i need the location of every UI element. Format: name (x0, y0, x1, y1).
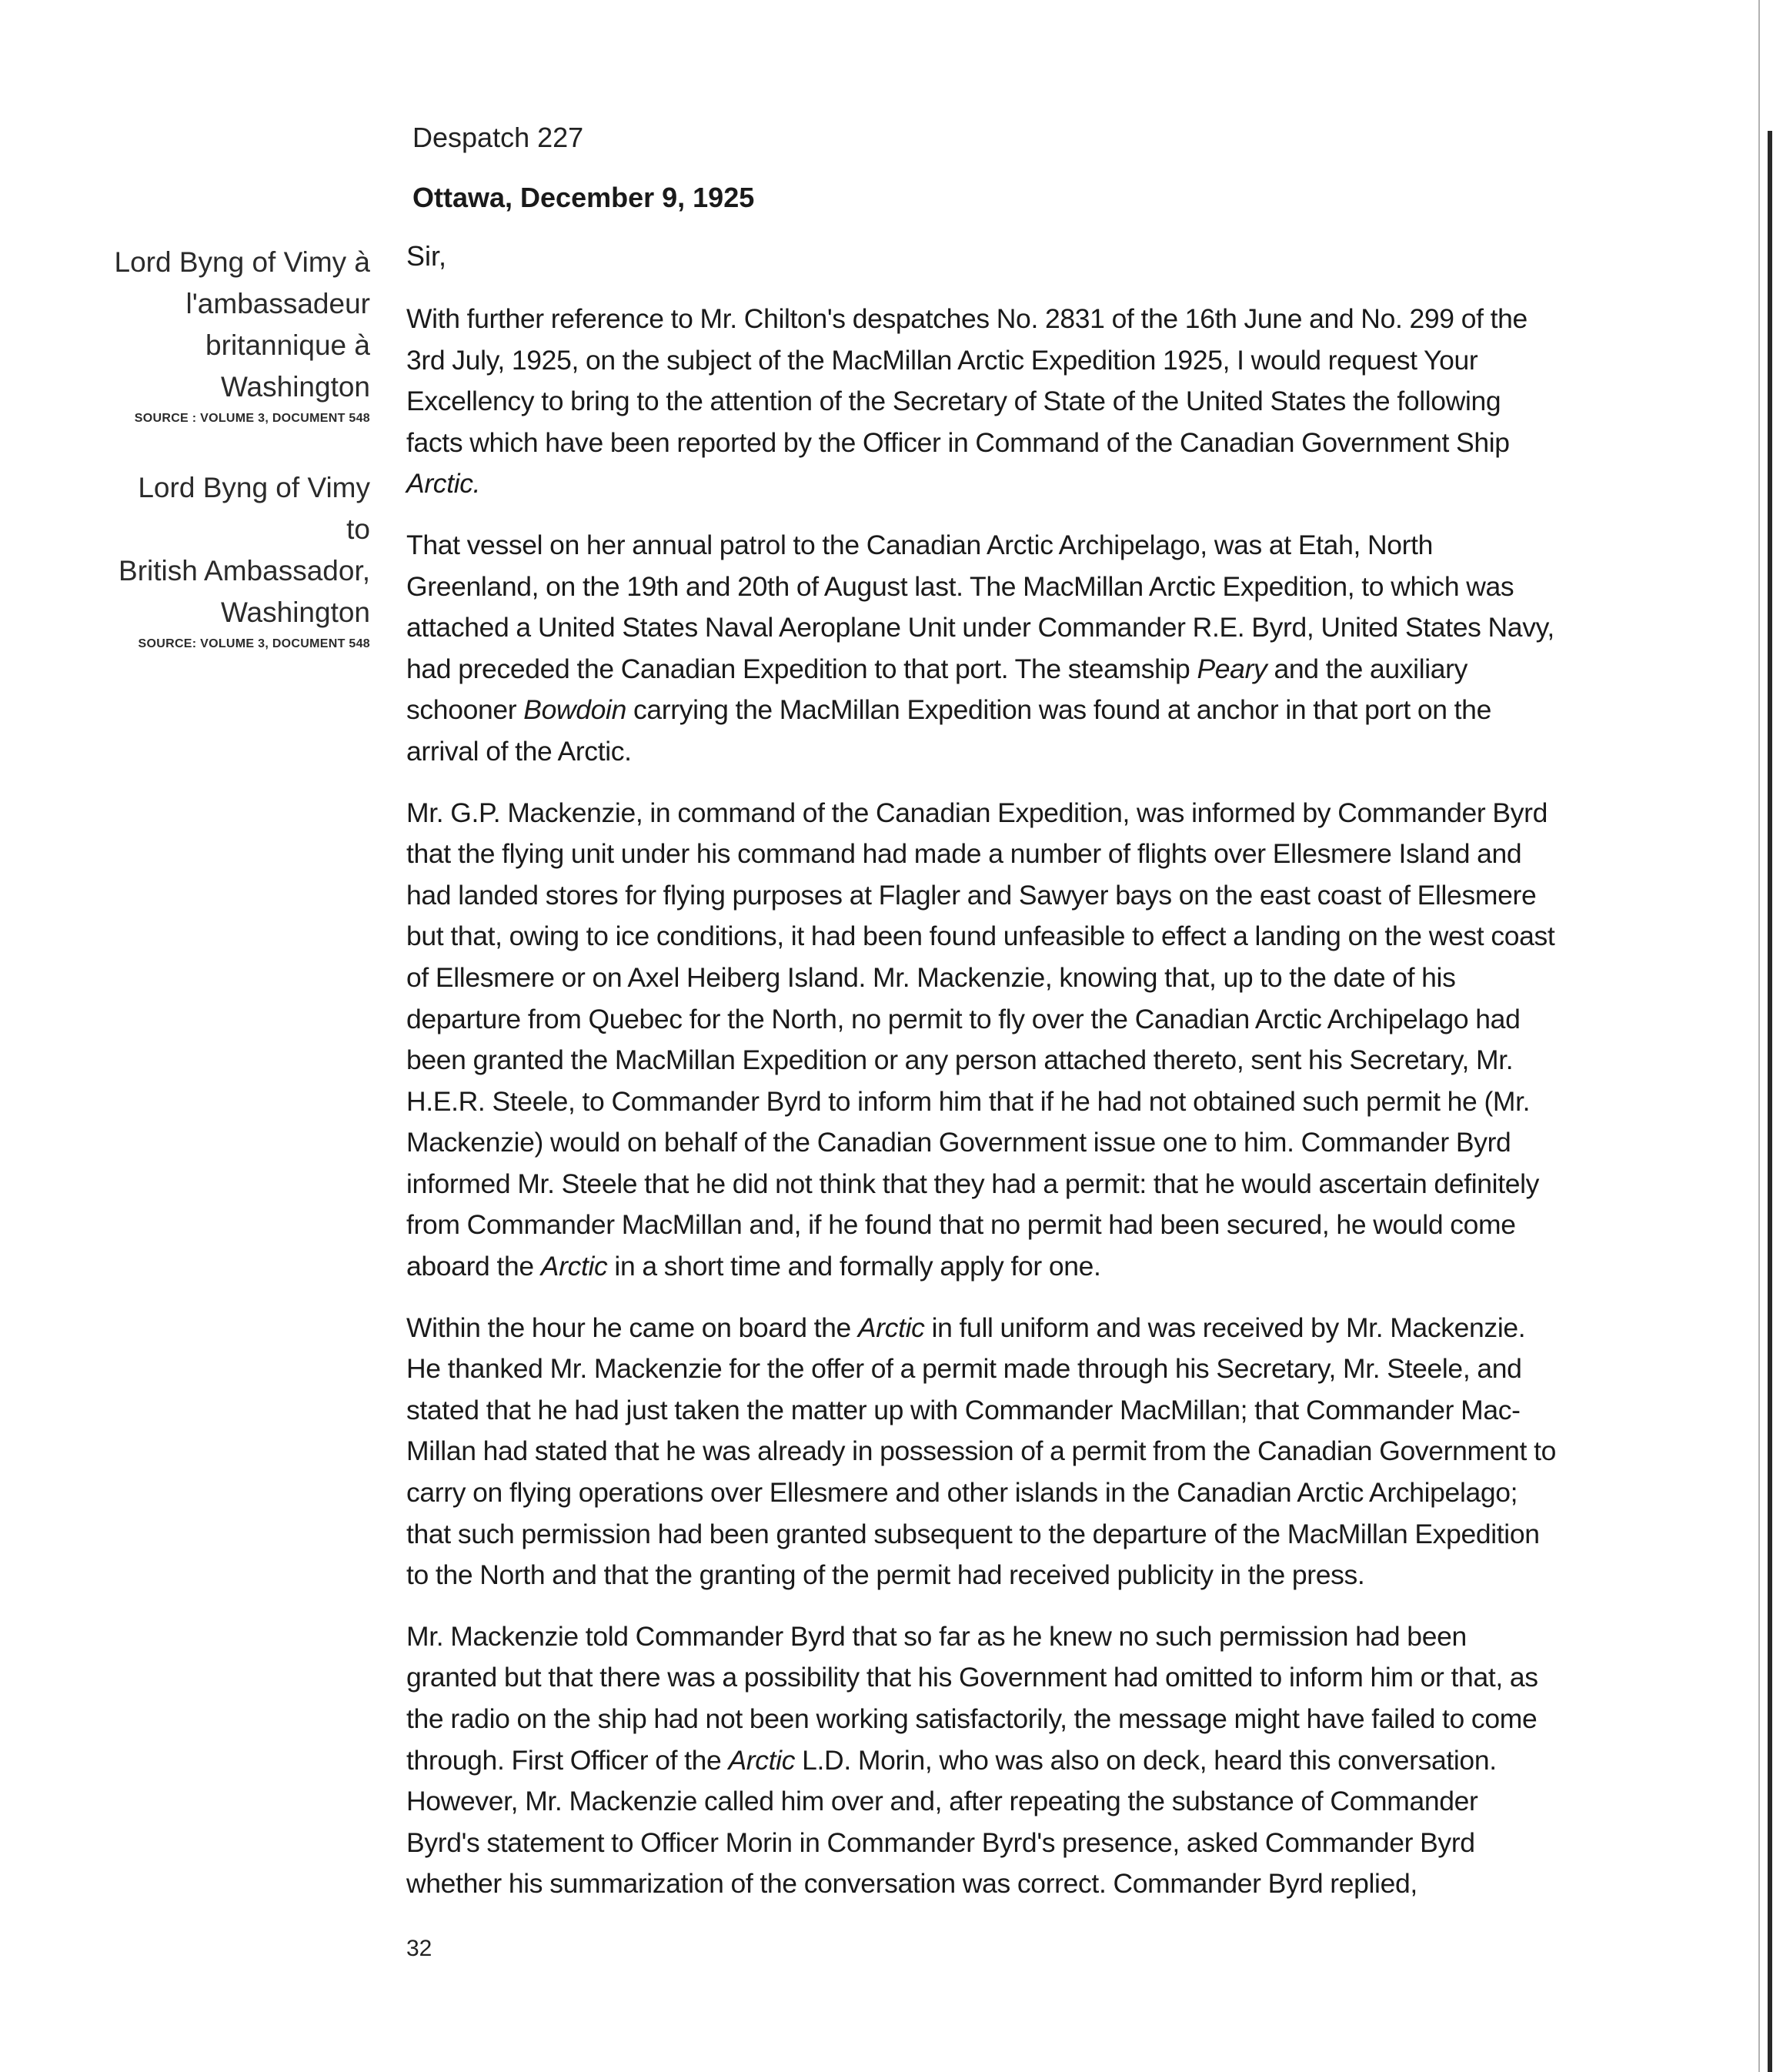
margin-note-title-line: l'ambassadeur (185, 288, 370, 319)
margin-note-title-line: British Ambassador, (119, 555, 370, 587)
ship-name: Arctic (857, 1312, 925, 1343)
margin-note-title-line: Lord Byng of Vimy to (138, 472, 370, 545)
binding-edge (1768, 131, 1772, 2072)
body-paragraph (406, 793, 1557, 1288)
body-paragraph (406, 1308, 1557, 1596)
paragraph-text: L.D. Morin, who was also on deck, heard this conversation. However, Mr. Mackenzie called him over and, after repeating the substance of Commander Byrd's statement to Officer Morin in Commander Byrd's presence, asked Commander Byrd whether his summarization of the conversation was correct. Commander Byrd replied, (406, 1744, 1497, 1900)
paragraph-text: Mr. Mackenzie told Commander Byrd that so far as he knew no such permission had been granted but that there was a possibility that his Government had omitted to inform him or that, as the radio on the ship had not been working satisfactorily, the message might have failed to come through. First Officer of the (406, 1620, 1538, 1776)
body-paragraph (406, 299, 1557, 505)
main-text-column (406, 119, 1557, 1905)
ship-name: Peary (1197, 653, 1267, 684)
paragraph-text: in a short time and formally apply for one. (607, 1251, 1101, 1282)
body-paragraph (406, 525, 1557, 773)
margin-note-title-line: britannique à (205, 329, 370, 361)
binding-shadow (1758, 0, 1760, 2072)
dateline: Ottawa, December 9, 1925 (412, 182, 755, 213)
ship-name: Arctic (728, 1744, 796, 1776)
paragraph-text: carrying the MacMillan Expedition was found at anchor in that port on the arrival of the Arctic. (406, 694, 1491, 767)
margin-note-title-line: Washington (220, 371, 370, 403)
ship-name: Bowdoin (523, 694, 626, 726)
paragraph-text: That vessel on her annual patrol to the Canadian Arctic Archipelago, was at Etah, North Greenland, on the 19th and 20th of August last. The MacMillan Arctic Expedition, to which was attached a United States Naval Aeroplane Unit under Commander R.E. Byrd, United States Navy, had preceded the Canadian Expedition to that port. The steamship (406, 529, 1554, 684)
margin-note-source: SOURCE: VOLUME 3, DOCUMENT 548 (138, 637, 370, 650)
margin-note-title-line: Washington (220, 597, 370, 628)
body-paragraph (406, 1616, 1557, 1905)
paragraph-text: Mr. G.P. Mackenzie, in command of the Canadian Expedition, was informed by Commander Byrd that the flying unit under his command had made a number of flights over Ellesmere Island and had landed stores for flying purposes at Flagler and Sawyer bays on the east coast of Ellesmere but that, owing to ice conditions, it had been found unfeasible to effect a landing on the west coast of Ellesmere or on Axel Heiberg Island. Mr. Mackenzie, knowing that, up to the date of his departure from Quebec for the North, no permit to fly over the Canadian Arctic Archipelago had been granted the MacMillan Expedition or any person attached thereto, sent his Secretary, Mr. H.E.R. Steele, to Commander Byrd to inform him that if he had not obtained such permit he (Mr. Mackenzie) would on behalf of the Canadian Government issue one to him. Commander Byrd informed Mr. Steele that he did not think that they had a permit: that he would ascertain definitely from Commander MacMillan and, if he found that no permit had been secured, he would come aboard the (406, 797, 1555, 1282)
paragraph-text: Within the hour he came on board the (406, 1312, 858, 1343)
paragraph-text: and the auxiliary schooner (406, 653, 1468, 726)
ship-name: Arctic. (406, 468, 481, 500)
page-number: 32 (406, 1936, 432, 1961)
ship-name: Arctic (540, 1251, 608, 1282)
margin-note-source: SOURCE : VOLUME 3, DOCUMENT 548 (134, 412, 370, 425)
paragraph-text: With further reference to Mr. Chilton's despatches No. 2831 of the 16th June and No. 299 of the 3rd July, 1925, on the subject of the MacMillan Arctic Expedition 1925, I would request Your Excellency to bring to the attention of the Secretary of State of the United States the following facts which have been reported by the Officer in Command of the Canadian Government Ship (406, 303, 1528, 458)
margin-note-title-line: Lord Byng of Vimy à (114, 246, 370, 278)
margin-note-english (109, 467, 370, 653)
salutation: Sir, (406, 240, 447, 272)
margin-note-french (109, 242, 370, 428)
paragraph-text: in full uniform and was received by Mr. Mackenzie. He thanked Mr. Mackenzie for the offer of a permit made through his Secretary, Mr. Steele, and stated that he had just taken the matter up with Commander MacMillan; that Commander Mac-Millan had stated that he was already in possession of a permit from the Canadian Government to carry on flying operations over Ellesmere and other islands in the Canadian Arctic Archipelago; that such permission had been granted subsequent to the departure of the MacMillan Expedition to the North and that the granting of the permit had received publicity in the press. (406, 1312, 1556, 1591)
document-number: Despatch 227 (412, 122, 584, 153)
